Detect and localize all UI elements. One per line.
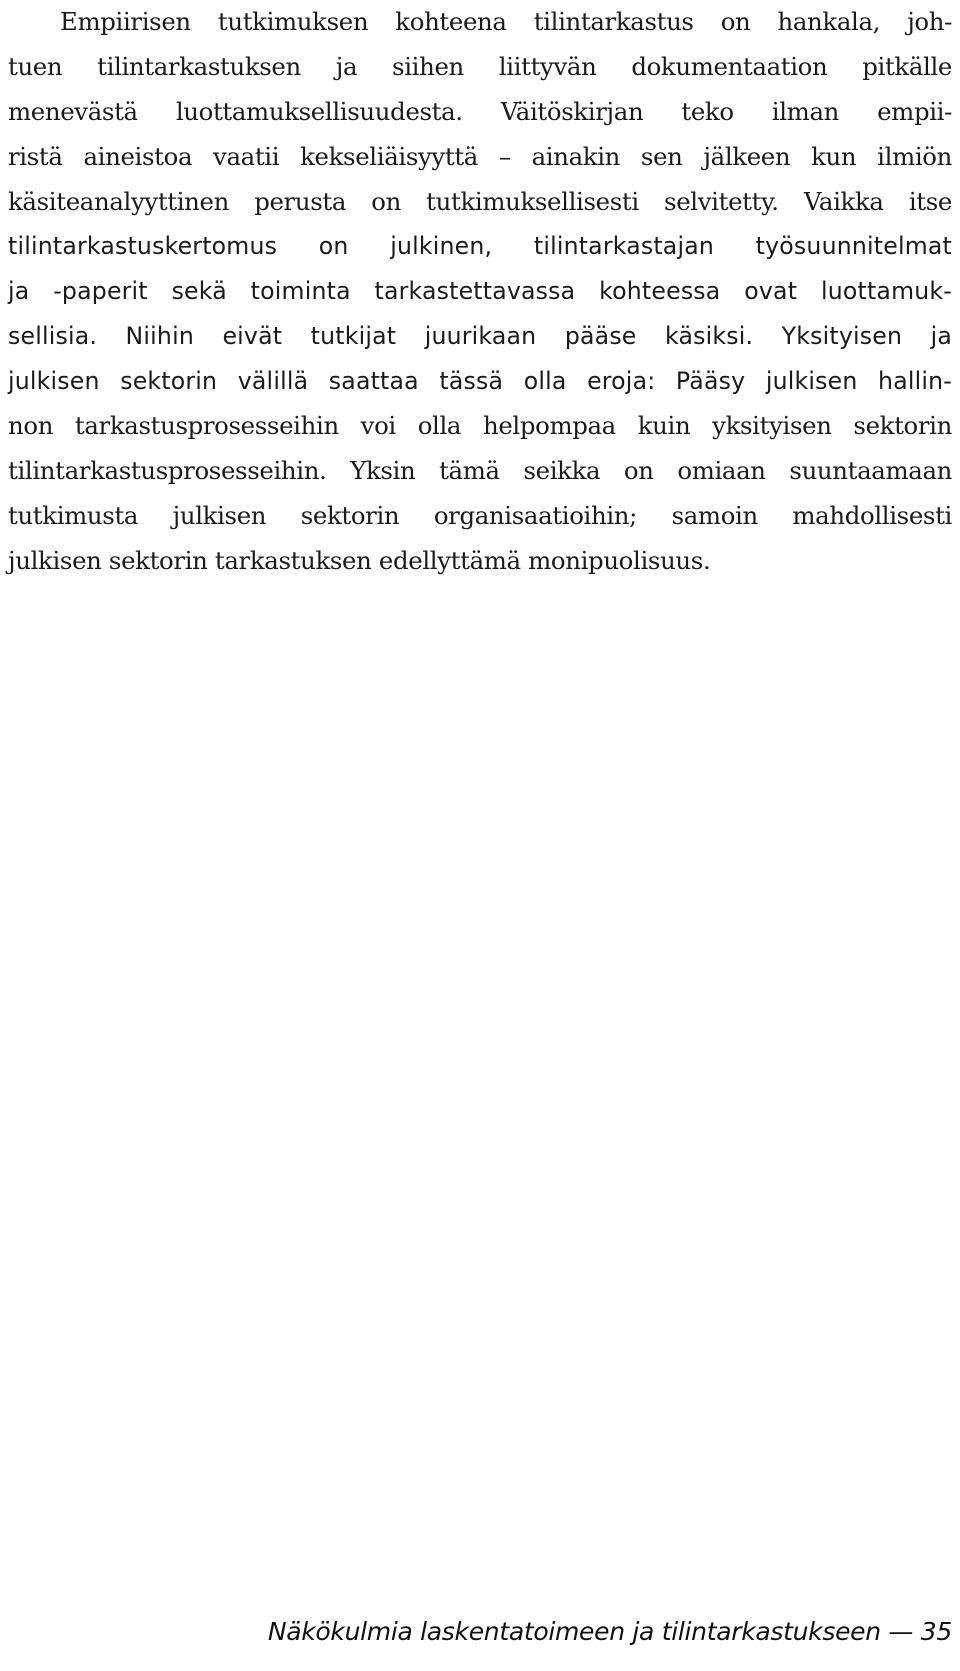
paragraph-line-4: ristä aineistoa vaatii kekseliäisyyttä – ainakin sen jälkeen kun ilmiön bbox=[8, 141, 952, 171]
paragraph-line-9: julkisen sektorin välillä saattaa tässä olla eroja: Pääsy julkisen hallin- bbox=[8, 367, 952, 396]
paragraph-line-10: non tarkastusprosesseihin voi olla helpompaa kuin yksityisen sektorin bbox=[8, 411, 952, 441]
paragraph-line-7: ja -paperit sekä toiminta tarkastettavassa kohteessa ovat luottamuk- bbox=[8, 277, 952, 306]
paragraph-line-3: menevästä luottamuksellisuudesta. Väitöskirjan teko ilman empii- bbox=[8, 96, 952, 126]
body-paragraph bbox=[8, 0, 952, 584]
paragraph-line-5: käsiteanalyyttinen perusta on tutkimuksellisesti selvitetty. Vaikka itse bbox=[8, 186, 952, 216]
paragraph-line-13: julkisen sektorin tarkastuksen edellyttämä monipuolisuus. bbox=[8, 545, 711, 575]
paragraph-line-12: tutkimusta julkisen sektorin organisaatioihin; samoin mahdollisesti bbox=[8, 500, 952, 530]
paragraph-line-1: Empiirisen tutkimuksen kohteena tilintarkastus on hankala, joh- bbox=[60, 7, 952, 36]
page-footer: Näkökulmia laskentatoimeen ja tilintarkastukseen — 35 bbox=[267, 1617, 952, 1646]
paragraph-line-11: tilintarkastusprosesseihin. Yksin tämä seikka on omiaan suuntaamaan bbox=[8, 455, 952, 485]
paragraph-line-2: tuen tilintarkastuksen ja siihen liittyvän dokumentaation pitkälle bbox=[8, 51, 952, 81]
paragraph-line-8: sellisia. Niihin eivät tutkijat juurikaan pääse käsiksi. Yksityisen ja bbox=[8, 322, 952, 351]
paragraph-line-6: tilintarkastuskertomus on julkinen, tilintarkastajan työsuunnitelmat bbox=[8, 232, 952, 261]
